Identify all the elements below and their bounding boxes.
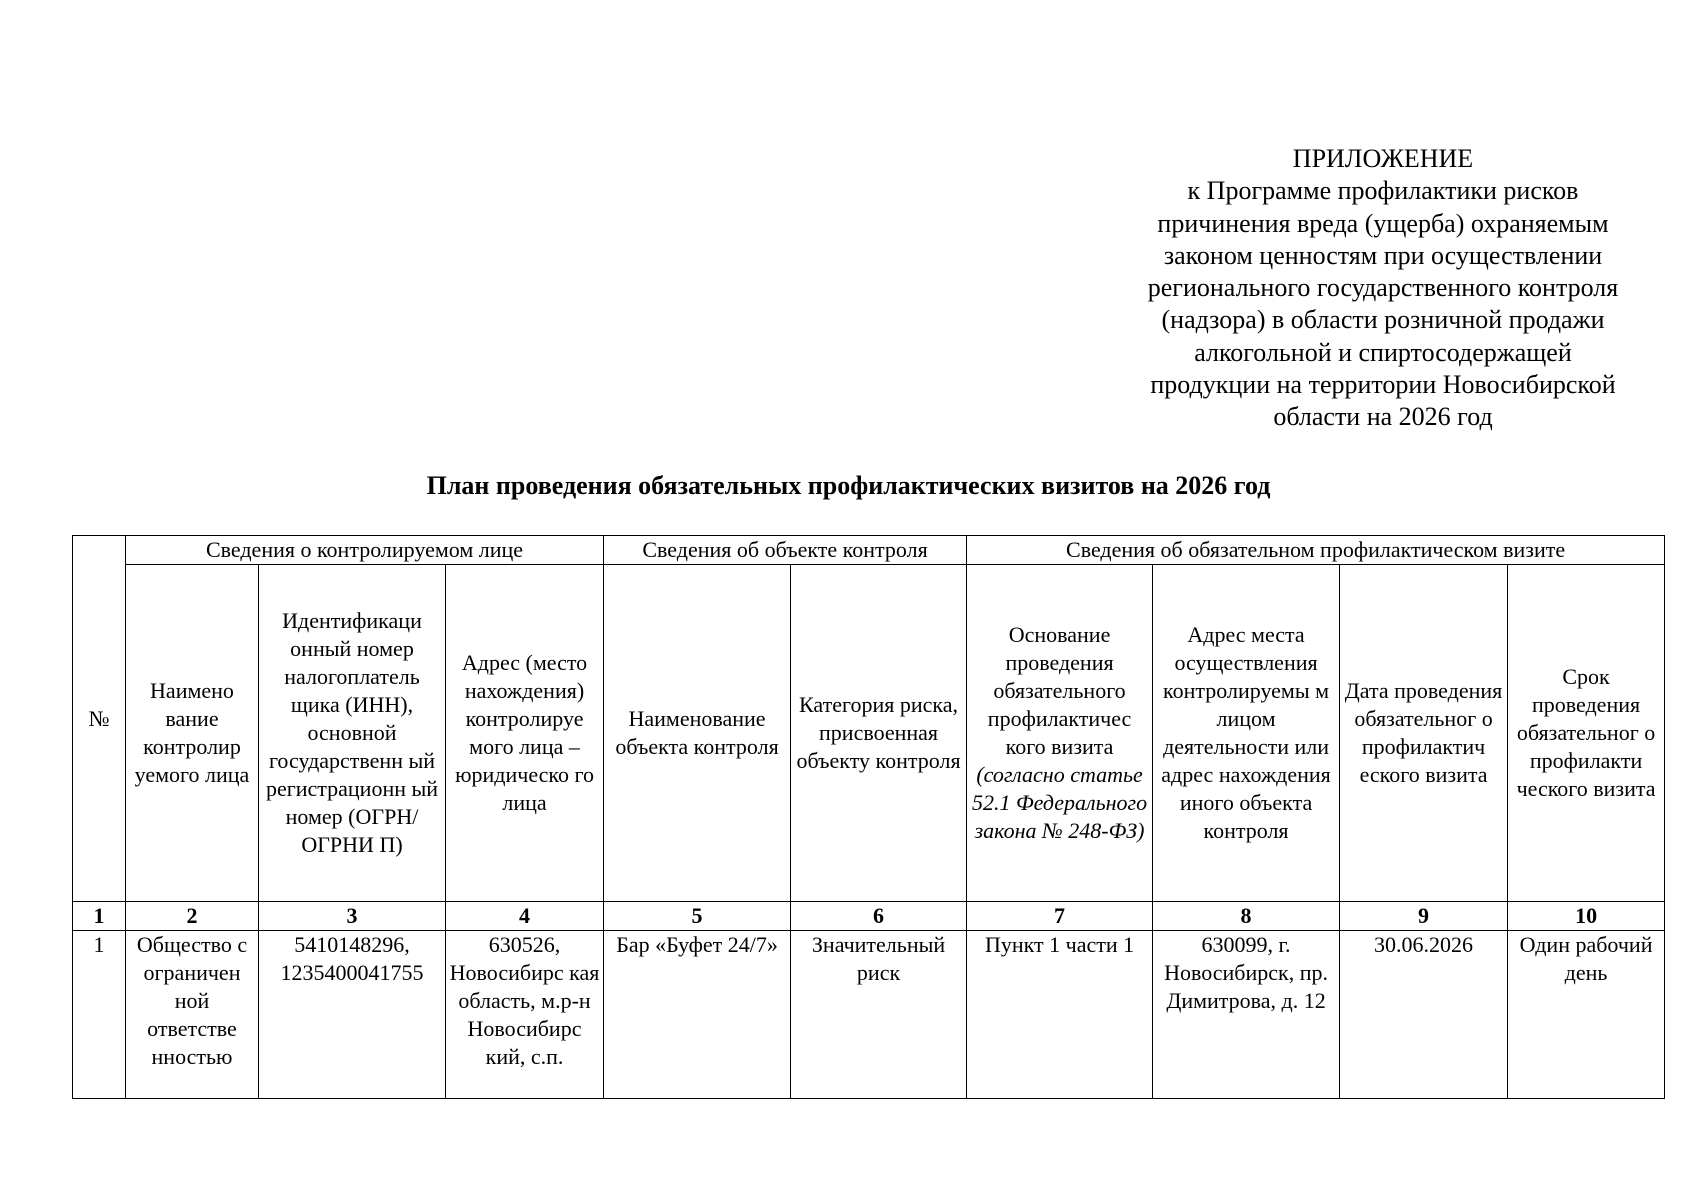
header-person-name: Наимено вание контролир уемого лица <box>126 565 259 902</box>
row-visit-date: 30.06.2026 <box>1340 931 1508 1099</box>
row-risk-category: Значительный риск <box>791 931 967 1099</box>
header-person-address: Адрес (место нахождения) контролируе мого лица – юридическо го лица <box>446 565 604 902</box>
number-header: № <box>73 536 126 902</box>
header-risk-category: Категория риска, присвоенная объекту контроля <box>791 565 967 902</box>
appendix-line: законом ценностям при осуществлении <box>1163 240 1603 270</box>
column-number: 6 <box>791 902 967 931</box>
group-preventive-visit: Сведения об обязательном профилактическом визите <box>967 536 1665 565</box>
header-visit-basis-text: Основание проведения обязательного профилактичес кого визита <box>987 622 1132 759</box>
column-number: 8 <box>1153 902 1340 931</box>
header-activity-address: Адрес места осуществления контролируемы м лицом деятельности или адрес нахождения иного объекта контроля <box>1153 565 1340 902</box>
header-inn-ogrn: Идентификаци онный номер налогоплатель щика (ИНН), основной государственн ый регистрационн ый номер (ОГРН/ОГРНИ П) <box>259 565 446 902</box>
row-visit-basis: Пункт 1 части 1 <box>967 931 1153 1099</box>
column-number: 2 <box>126 902 259 931</box>
plan-title: План проведения обязательных профилактических визитов на 2026 год <box>426 471 1271 500</box>
row-inn-ogrn: 5410148296, 1235400041755 <box>259 931 446 1099</box>
column-number: 9 <box>1340 902 1508 931</box>
column-number: 10 <box>1508 902 1665 931</box>
row-activity-address: 630099, г. Новосибирск, пр. Димитрова, д. 12 <box>1153 931 1340 1099</box>
column-number: 5 <box>604 902 791 931</box>
group-control-object: Сведения об объекте контроля <box>604 536 967 565</box>
group-controlled-person: Сведения о контролируемом лице <box>126 536 604 565</box>
appendix-line: алкогольной и спиртосодержащей <box>1194 337 1572 367</box>
appendix-line: области на 2026 год <box>1273 402 1493 432</box>
column-number: 1 <box>73 902 126 931</box>
appendix-line: причинения вреда (ущерба) охраняемым <box>1157 208 1609 238</box>
row-object-name: Бар «Буфет 24/7» <box>604 931 791 1099</box>
row-person-address: 630526, Новосибирс кая область, м.р-н Новосибирс кий, с.п. <box>446 931 604 1099</box>
header-visit-basis <box>967 565 1153 902</box>
appendix-line: к Программе профилактики рисков <box>1187 176 1579 206</box>
column-number: 3 <box>259 902 446 931</box>
row-person-name: Общество с ограничен ной ответстве нностью <box>126 931 259 1099</box>
column-number: 7 <box>967 902 1153 931</box>
table-row <box>73 931 1665 1099</box>
column-number: 4 <box>446 902 604 931</box>
header-object-name: Наименование объекта контроля <box>604 565 791 902</box>
row-number: 1 <box>73 931 126 1099</box>
header-visit-basis-note: (согласно статье 52.1 Федерального закона № 248-ФЗ) <box>971 762 1148 843</box>
row-visit-term: Один рабочий день <box>1508 931 1665 1099</box>
appendix-line: (надзора) в области розничной продажи <box>1161 305 1605 335</box>
header-visit-date: Дата проведения обязательног о профилактич еского визита <box>1340 565 1508 902</box>
appendix-line: продукции на территории Новосибирской <box>1150 370 1616 400</box>
header-visit-term: Срок проведения обязательног о профилакти ческого визита <box>1508 565 1665 902</box>
appendix-block <box>1118 143 1648 434</box>
column-number-row <box>73 902 1665 931</box>
group-header-row <box>73 536 1665 565</box>
column-header-row <box>73 565 1665 902</box>
appendix-line: регионального государственного контроля <box>1147 273 1619 303</box>
plan-table <box>72 535 1665 1099</box>
appendix-line: ПРИЛОЖЕНИЕ <box>1292 144 1474 173</box>
